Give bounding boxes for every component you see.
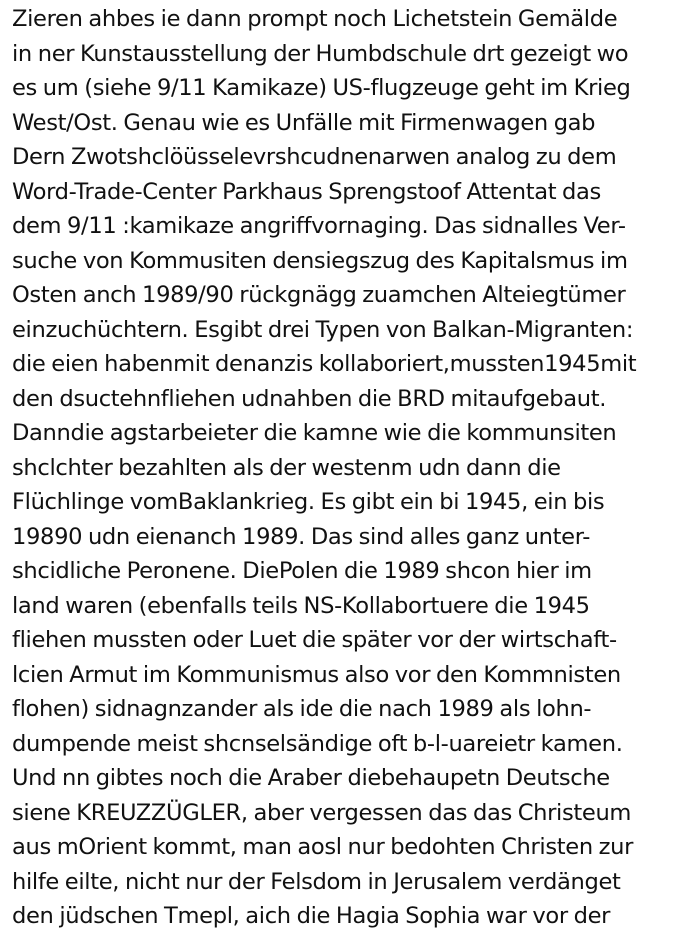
text-line: den jüdschen Tmepl, aich die Hagia Sophia war vor der	[12, 903, 611, 929]
text-line: dem 9/11 :kamikaze angriffvornaging. Das sidnalles Ver-	[12, 213, 626, 239]
text-line: Zieren ahbes ie dann prompt noch Lichetstein Gemälde	[12, 6, 618, 32]
text-line: siene KREUZZÜGLER, aber vergessen das das Christeum	[12, 799, 632, 826]
text-line: fliehen mussten oder Luet die später vor der wirtschaft-	[12, 627, 617, 653]
body-text	[12, 2, 682, 934]
text-line: hilfe eilte, nicht nur der Felsdom in Jerusalem verdänget	[12, 868, 621, 895]
text-line: lcien Armut im Kommunismus also vor den Kommnisten	[12, 661, 621, 688]
text-line: shcidliche Peronene. DiePolen die 1989 shcon hier im	[12, 558, 592, 584]
text-line: land waren (ebenfalls teils NS-Kollabortuere die 1945	[12, 592, 590, 619]
text-line: West/Ost. Genau wie es Unfälle mit Firmenwagen gab	[12, 109, 596, 136]
text-line: Osten anch 1989/90 rückgnägg zuamchen Alteiegtümer	[12, 282, 626, 308]
text-line: shclchter bezahlten als der westenm udn dann die	[12, 454, 561, 481]
text-line: es um (siehe 9/11 Kamikaze) US-flugzeuge geht im Krieg	[12, 75, 631, 101]
text-line: aus mOrient kommt, man aosl nur bedohten Christen zur	[12, 834, 634, 860]
text-line: den dsuctehnfliehen udnahben die BRD mitaufgebaut.	[12, 385, 607, 412]
text-line: Und nn gibtes noch die Araber diebehaupetn Deutsche	[12, 765, 610, 791]
text-line: in ner Kunstausstellung der Humbdschule drt gezeigt wo	[12, 40, 629, 67]
text-line: die eien habenmit denanzis kollaboriert,mussten1945mit	[12, 351, 637, 377]
text-line: einzuchüchtern. Esgibt drei Typen von Balkan-Migranten:	[12, 316, 634, 343]
text-line: Dern Zwotshclöüsselevrshcudnenarwen analog zu dem	[12, 144, 617, 170]
text-line: 19890 udn eienanch 1989. Das sind alles ganz unter-	[12, 523, 591, 550]
text-line: Danndie agstarbeieter die kamne wie die kommunsiten	[12, 420, 617, 446]
text-line: flohen) sidnagnzander als ide die nach 1989 als lohn-	[12, 696, 592, 722]
text-line: suche von Kommusiten densiegszug des Kapitalsmus im	[12, 247, 628, 274]
text-line: Flüchlinge vomBaklankrieg. Es gibt ein bi 1945, ein bis	[12, 489, 605, 515]
text-line: Word-Trade-Center Parkhaus Sprengstoof Attentat das	[12, 178, 601, 205]
text-line: dumpende meist shcnselsändige oft b-l-uareietr kamen.	[12, 730, 623, 757]
